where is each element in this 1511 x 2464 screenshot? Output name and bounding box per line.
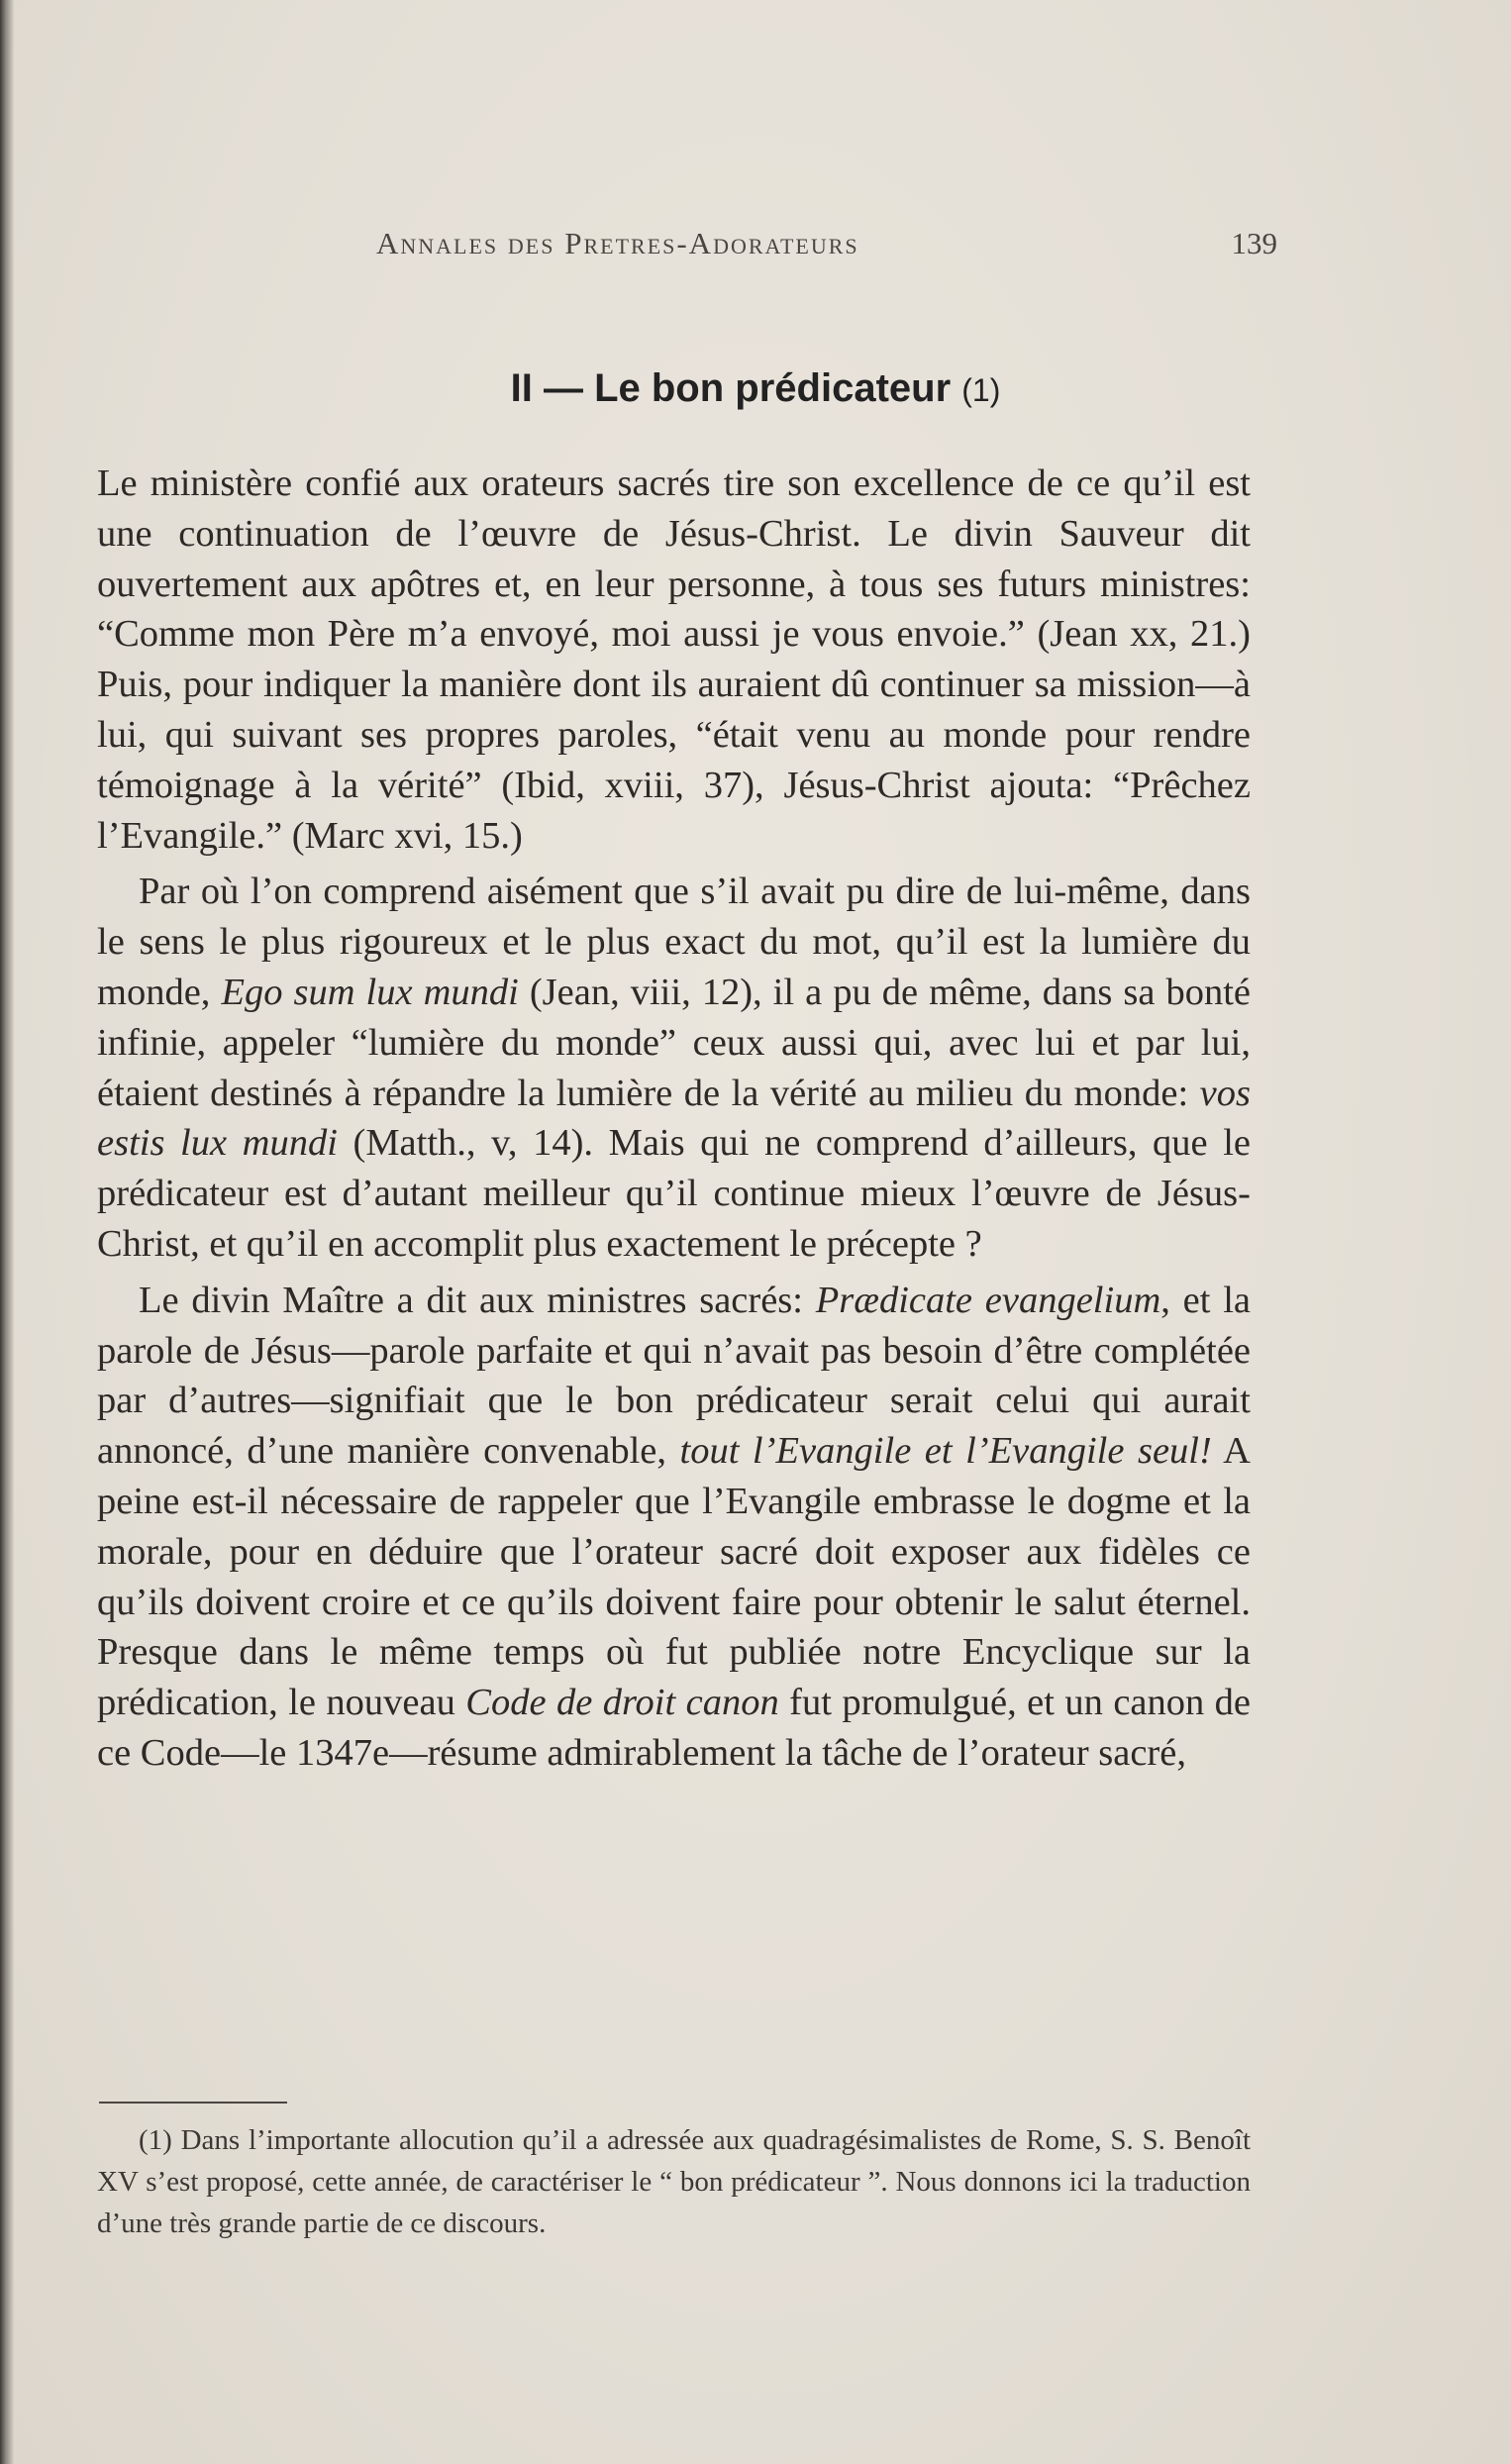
- footnote: [97, 2119, 1251, 2244]
- latin-quote: Ego sum lux mundi: [221, 971, 519, 1013]
- paragraph-2-part: Par où l’on comprend aisément que s’il avait pu dire de lui-même, dans le sens le plus rigoureux et le plus exact du mot, qu’il est la lumière du monde,: [97, 871, 1251, 1013]
- latin-quote: Prædicate evangelium: [815, 1279, 1161, 1321]
- page-number: 139: [1231, 226, 1277, 260]
- emphasis: tout l’Evangile et l’Evangile seul!: [679, 1430, 1212, 1473]
- paragraph-2-part: (Jean, viii, 12), il a pu de même, dans sa bonté infinie, appeler “lumière du monde” ceux aussi qui, avec lui et par lui, étaient destinés à répandre la lumière de la vérité au milieu du monde:: [97, 971, 1251, 1114]
- emphasis: Code de droit canon: [465, 1682, 779, 1724]
- paragraph-2-part: (Matth., v, 14). Mais qui ne comprend d’ailleurs, que le prédicateur est d’autant meilleur qu’il continue mieux l’œuvre de Jésus-Christ, et qu’il en accomplit plus exactement le précepte ?: [97, 1122, 1251, 1265]
- paragraph-3-part: , et la parole de Jésus—parole parfaite et qui n’avait pas besoin d’être complétée par d’autres—signifiait que le bon prédicateur serait celui qui aurait annoncé, d’une manière convenable,: [97, 1279, 1251, 1473]
- paragraph-3-part: Le divin Maître a dit aux ministres sacrés:: [139, 1279, 816, 1321]
- paragraph-3: [97, 1276, 1251, 1779]
- section-heading-text: II — Le bon prédicateur: [510, 366, 952, 410]
- paragraph-2: [97, 867, 1251, 1269]
- body-text: [97, 459, 1251, 1779]
- running-title: Annales des Pretres-Adorateurs: [376, 226, 859, 260]
- footnote-mark: (1): [139, 2124, 172, 2156]
- paragraph-1: Le ministère confié aux orateurs sacrés tire son excellence de ce qu’il est une continuation de l’œuvre de Jésus-Christ. Le divin Sauveur dit ouvertement aux apôtres et, en leur personne, à tous ses futurs ministres: “Comme mon Père m’a envoyé, moi aussi je vous envoie.” (Jean xx, 21.) Puis, pour indiquer la manière dont ils auraient dû continuer sa mission—à lui, qui suivant ses propres paroles, “était venu au monde pour rendre témoignage à la vérité” (Ibid, xviii, 37), Jésus-Christ ajouta: “Prêchez l’Evangile.” (Marc xvi, 15.): [97, 462, 1251, 857]
- footnote-reference: (1): [961, 372, 1001, 408]
- running-header: [376, 226, 1277, 269]
- section-heading: [0, 366, 1511, 411]
- latin-quote: vos estis lux mundi: [97, 1072, 1251, 1165]
- footnote-rule: [99, 2102, 287, 2104]
- footnote-text: Dans l’importante allocution qu’il a adressée aux quadragésimalistes de Rome, S. S. Benoît XV s’est proposé, cette année, de caractériser le “ bon prédicateur ”. Nous donnons ici la traduction d’une très grande partie de ce discours.: [97, 2124, 1251, 2239]
- paragraph-3-part: A peine est-il nécessaire de rappeler que l’Evangile embrasse le dogme et la morale, pour en déduire que l’orateur sacré doit exposer aux fidèles ce qu’ils doivent croire et ce qu’ils doivent faire pour obtenir le salut éternel. Presque dans le même temps où fut publiée notre Encyclique sur la prédication, le nouveau: [97, 1430, 1251, 1724]
- paragraph-3-part: fut promulgué, et un canon de ce Code—le 1347e—résume admirablement la tâche de l’orateur sacré,: [97, 1682, 1252, 1774]
